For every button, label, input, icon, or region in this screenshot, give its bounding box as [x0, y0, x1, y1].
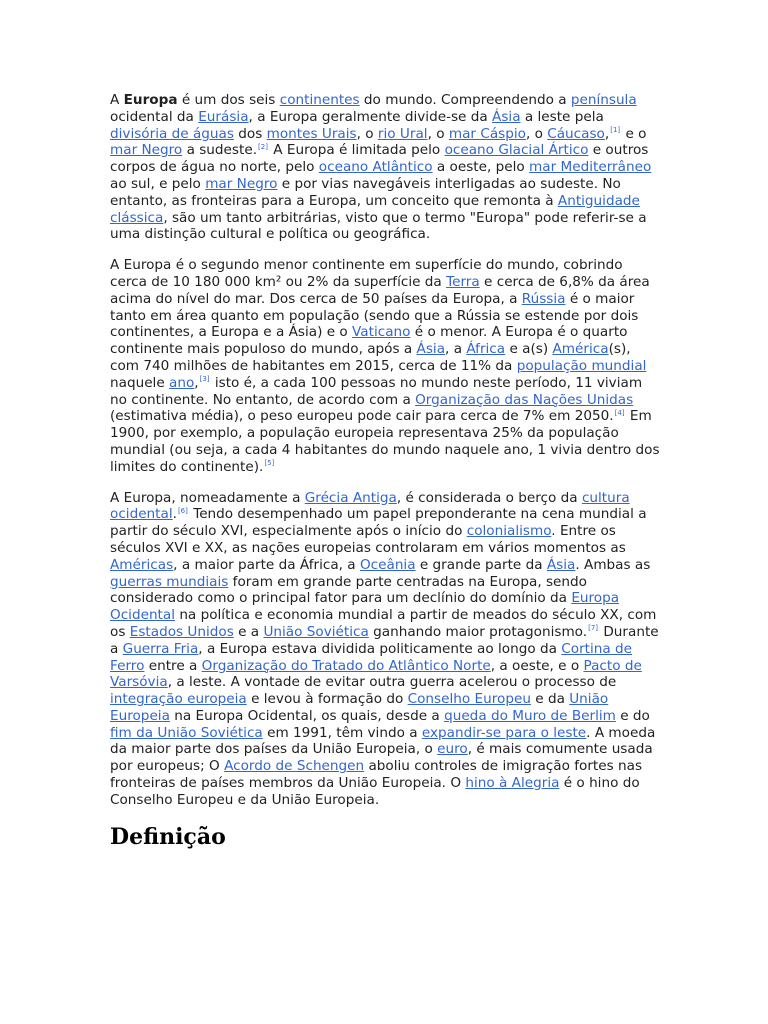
body-text: dos: [233, 125, 267, 142]
wiki-link[interactable]: mar Negro: [205, 175, 278, 192]
body-text: , a: [445, 341, 467, 358]
body-text: a sudeste.: [182, 142, 258, 159]
wiki-link[interactable]: península: [570, 92, 637, 108]
body-text: e do: [615, 707, 650, 724]
wiki-link[interactable]: rio Ural: [377, 125, 428, 142]
body-text: ,: [194, 374, 199, 391]
reference-link[interactable]: [2]: [258, 142, 268, 151]
body-text: e o: [621, 125, 647, 142]
wiki-link[interactable]: euro: [437, 741, 468, 758]
body-text: , a leste. A vontade de evitar outra guerra acelerou o processo de: [167, 674, 617, 691]
wiki-link[interactable]: mar Negro: [110, 142, 183, 159]
reference-sup: [615, 409, 625, 417]
body-text: e outros corpos de água no norte, pelo: [110, 142, 649, 176]
wiki-link[interactable]: colonialismo: [466, 523, 552, 540]
wiki-link[interactable]: União Europeia: [110, 691, 609, 724]
wiki-link[interactable]: Oceânia: [359, 556, 416, 573]
reference-sup: [264, 459, 274, 467]
body-text: e a: [233, 623, 264, 640]
wiki-link[interactable]: Organização do Tratado do Atlântico Norte: [201, 657, 491, 674]
wiki-link[interactable]: Eurásia: [198, 108, 249, 125]
paragraph: [110, 92, 660, 243]
wiki-link[interactable]: Terra: [446, 273, 480, 290]
wiki-link[interactable]: Antiguidade clássica: [110, 192, 640, 226]
wiki-link[interactable]: Acordo de Schengen: [224, 758, 365, 775]
body-text: .: [172, 506, 177, 523]
body-text: , o: [427, 125, 449, 142]
body-text: , é mais comumente usada por europeus; O: [110, 741, 653, 775]
wiki-link[interactable]: expandir-se para o leste: [421, 724, 587, 741]
body-text: do mundo. Compreendendo a: [359, 92, 571, 108]
body-text: A Europa é limitada pelo: [268, 142, 445, 159]
body-text: ganhando maior protagonismo.: [368, 623, 588, 640]
body-text: A Europa, nomeadamente a: [110, 489, 305, 506]
body-text: , são um tanto arbitrárias, visto que o termo "Europa" pode referir-se a uma distinção cultural e política ou geográfica.: [110, 209, 647, 243]
body-text: e cerca de 6,8% da área acima do nível do mar. Dos cerca de 50 países da Europa, a: [110, 273, 650, 307]
wiki-link[interactable]: guerras mundiais: [110, 573, 229, 590]
wiki-link[interactable]: fim da União Soviética: [110, 724, 263, 741]
reference-sup: [178, 507, 188, 515]
body-text: ocidental da: [110, 108, 199, 125]
wiki-link[interactable]: Europa Ocidental: [110, 590, 620, 624]
body-text: é o hino do Conselho Europeu e da União Europeia.: [110, 775, 640, 808]
wiki-link[interactable]: Conselho Europeu: [407, 691, 531, 708]
reference-link[interactable]: [1]: [610, 126, 621, 135]
body-text: . A moeda da maior parte dos países da União Europeia, o: [110, 724, 656, 758]
body-text: e grande parte da: [415, 556, 547, 573]
body-text: foram em grande parte centradas na Europa, sendo considerado como o principal fator para um declínio do domínio da: [110, 573, 587, 607]
wiki-link[interactable]: ano: [169, 374, 195, 391]
wiki-link[interactable]: cultura ocidental: [110, 489, 630, 523]
body-text: , é considerada o berço da: [396, 489, 582, 506]
wiki-link[interactable]: mar Mediterrâneo: [529, 159, 652, 176]
wiki-link[interactable]: Ásia: [492, 108, 521, 125]
wiki-link[interactable]: Américas: [110, 556, 174, 573]
paragraph: [110, 257, 660, 475]
body-text: é o maior tanto em área quanto em população (sendo que a Rússia se estende por dois continentes, a Europa e a Ásia) e o: [110, 290, 639, 341]
wiki-link[interactable]: continentes: [279, 92, 360, 108]
body-text: e por vias navegáveis interligadas ao sudeste. No entanto, as fronteiras para a Europa, um conceito que remonta à: [110, 175, 621, 209]
body-text: ,: [604, 125, 610, 142]
body-text: Em 1900, por exemplo, a população europeia representava 25% da população mundial (ou seja, a cada 4 habitantes do mundo naquele ano, 1 vivia dentro dos limites do continente).: [110, 408, 660, 475]
wiki-link[interactable]: Ásia: [546, 556, 576, 573]
body-text: . Entre os séculos XVI e XX, as nações europeias controlaram em vários momentos as: [110, 523, 626, 556]
body-text: , a Europa estava dividida politicamente ao longo da: [198, 640, 562, 657]
body-text: a oeste, pelo: [432, 159, 530, 176]
reference-sup: [588, 624, 598, 632]
body-text: entre a: [144, 657, 202, 674]
body-text: , a maior parte da África, a: [173, 556, 360, 573]
body-text: , a oeste, e o: [490, 657, 584, 674]
wiki-link[interactable]: divisória de águas: [110, 125, 234, 142]
body-text: (s), com 740 milhões de habitantes em 2015, cerca de 11% da: [110, 341, 631, 374]
wiki-link[interactable]: União Soviética: [263, 623, 369, 640]
wiki-link[interactable]: integração europeia: [110, 691, 247, 708]
body-text: Tendo desempenhado um papel preponderante na cena mundial a partir do século XVI, especialmente após o início do: [110, 506, 647, 540]
reference-link[interactable]: [4]: [614, 408, 625, 417]
wiki-link[interactable]: montes Urais: [266, 125, 357, 142]
wiki-link[interactable]: população mundial: [516, 357, 647, 374]
wiki-link[interactable]: Pacto de Varsóvia: [110, 657, 642, 691]
wiki-link[interactable]: queda do Muro de Berlim: [444, 707, 616, 724]
reference-sup: [610, 126, 620, 134]
reference-sup: [200, 375, 210, 383]
wiki-link[interactable]: Grécia Antiga: [304, 489, 397, 506]
reference-sup: [258, 143, 268, 151]
body-text: e a(s): [505, 341, 553, 358]
wiki-link[interactable]: Rússia: [521, 290, 566, 307]
body-text: A: [110, 92, 124, 108]
wiki-link[interactable]: Estados Unidos: [129, 623, 234, 640]
wiki-link[interactable]: Guerra Fria: [122, 640, 199, 657]
body-text: , a Europa geralmente divide-se da: [248, 108, 493, 125]
body-text: na política e economia mundial a partir de meados do século XX, com os: [110, 607, 657, 640]
body-text: naquele: [110, 374, 170, 391]
reference-link[interactable]: [3]: [199, 375, 210, 384]
body-text: é um dos seis: [177, 92, 280, 108]
article-body: [110, 92, 660, 809]
body-text: , o: [356, 125, 378, 142]
reference-link[interactable]: [7]: [588, 624, 599, 633]
body-text: A Europa é o segundo menor continente em superfície do mundo, cobrindo cerca de 10 180 000 km² ou 2% da superfície da: [110, 257, 623, 290]
wiki-link[interactable]: hino à Alegria: [465, 775, 560, 792]
body-text: , o: [525, 125, 548, 142]
paragraph: [110, 490, 660, 809]
wiki-link[interactable]: oceano Atlântico: [318, 159, 433, 176]
wiki-link[interactable]: África: [466, 341, 506, 358]
wiki-link[interactable]: mar Cáspio: [448, 125, 526, 142]
wiki-link[interactable]: Organização das Nações Unidas: [415, 391, 634, 408]
body-text: na Europa Ocidental, os quais, desde a: [169, 707, 445, 724]
body-text: ao sul, e pelo: [110, 175, 206, 192]
wiki-link[interactable]: Cáucaso: [547, 125, 605, 142]
body-text: Durante a: [110, 623, 659, 657]
body-text: em 1991, têm vindo a: [262, 724, 422, 741]
wiki-link[interactable]: Cortina de Ferro: [110, 640, 633, 674]
reference-link[interactable]: [5]: [264, 459, 275, 468]
wiki-link[interactable]: oceano Glacial Ártico: [444, 142, 589, 159]
body-text: aboliu controles de imigração fortes nas fronteiras de países membros da União Europeia. O: [110, 758, 643, 792]
wiki-link[interactable]: América: [552, 341, 609, 358]
body-text: (estimativa média), o peso europeu pode cair para cerca de 7% em 2050.: [110, 408, 614, 425]
body-text: a leste pela: [520, 108, 604, 125]
body-text: isto é, a cada 100 pessoas no mundo neste período, 11 viviam no continente. No entanto, de acordo com a: [110, 374, 643, 408]
body-text: . Ambas as: [575, 556, 651, 573]
article-subject-bold: Europa: [123, 92, 178, 108]
reference-link[interactable]: [6]: [177, 506, 188, 515]
body-text: é o menor. A Europa é o quarto continente mais populoso do mundo, após a: [110, 324, 628, 358]
wiki-link[interactable]: Vaticano: [352, 324, 411, 341]
body-text: e da: [530, 691, 570, 708]
section-heading-definicao: Definição: [110, 823, 226, 850]
body-text: e levou à formação do: [246, 691, 408, 708]
wiki-link[interactable]: Ásia: [416, 341, 446, 358]
